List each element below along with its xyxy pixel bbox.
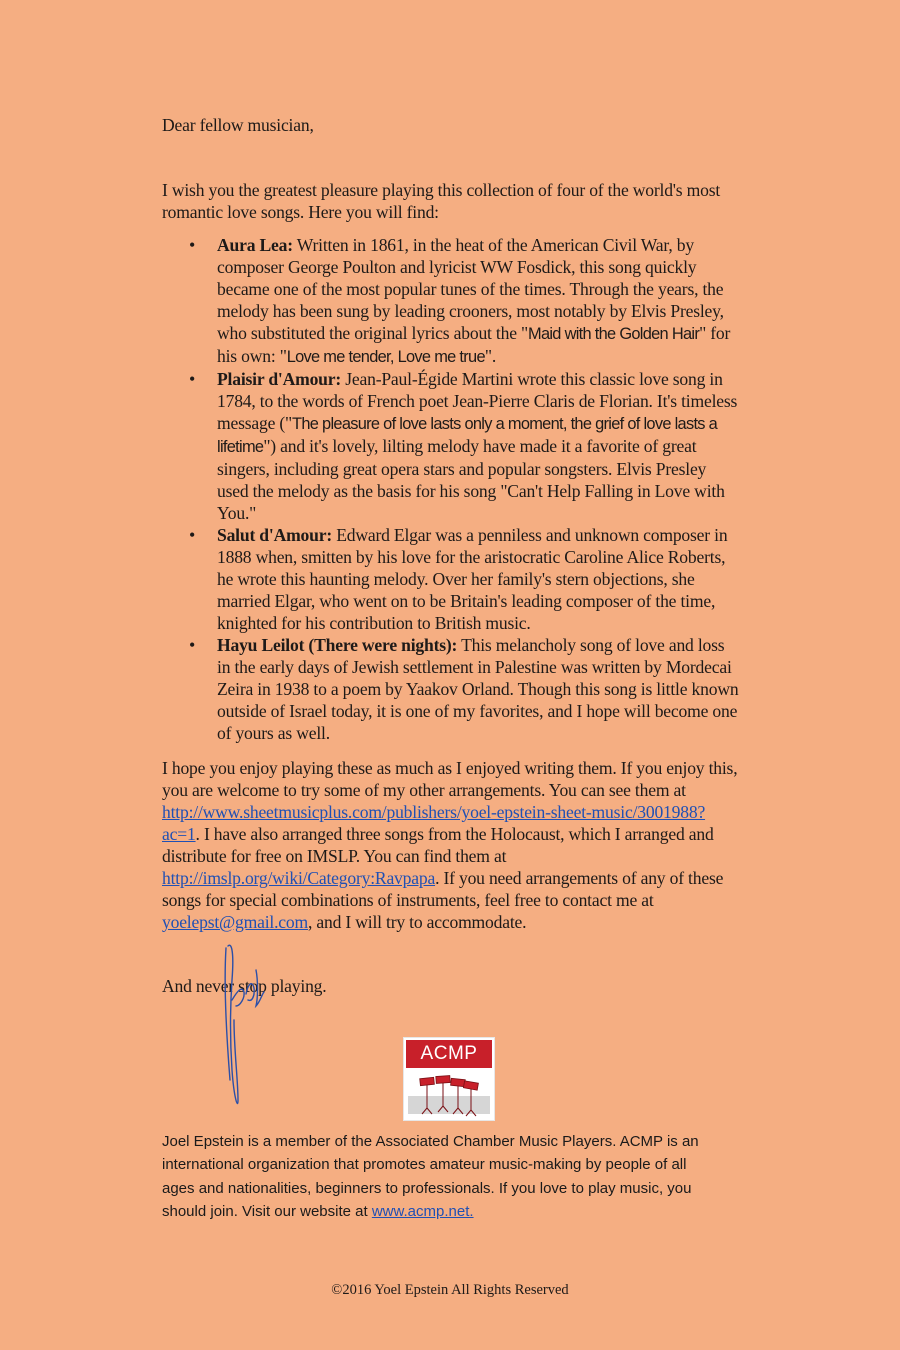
copyright-notice: ©2016 Yoel Epstein All Rights Reserved [331, 1282, 569, 1298]
song-description: ". [484, 346, 497, 366]
song-quote: The pleasure of love lasts only a moment, the grief of love lasts a lifetime [217, 415, 718, 456]
outro-text: I hope you enjoy playing these as much as I enjoyed writing them. If you enjoy this, you are welcome to try some of my other arrangements. You can see them at [162, 758, 738, 800]
song-quote: Love me tender, Love me true [286, 348, 485, 366]
outro-text: . If you need arrangements of any of these songs for special combinations of instruments, feel free to contact me at [162, 868, 724, 910]
song-description: Edward Elgar was a penniless and unknown composer in 1888 when, smitten by his love for the aristocratic Caroline Alice Roberts, he wrote this haunting melody. Over her family's stern objections, she married Elgar, who went on to be Britain's leading composer of the time, knighted for his contribution to British music. [217, 525, 728, 633]
acmp-paragraph [162, 1130, 722, 1223]
song-quote: Maid with the Golden Hair [528, 325, 700, 343]
acmp-description: Joel Epstein is a member of the Associated Chamber Music Players. ACMP is an international organization that promotes amateur music-making by people of all ages and nationalities, beginners to professionals. If you love to play music, you should join. Visit our website at [162, 1133, 699, 1220]
salutation: Dear fellow musician, [162, 115, 314, 135]
song-title: Aura Lea: [217, 235, 293, 255]
song-item-plaisir-damour [162, 368, 740, 524]
signature-image [218, 940, 278, 1112]
imslp-link[interactable]: http://imslp.org/wiki/Category:Ravpapa [162, 868, 436, 888]
song-title: Hayu Leilot (There were nights): [217, 635, 458, 655]
sheetmusicplus-link[interactable]: http://www.sheetmusicplus.com/publishers/yoel-epstein-sheet-music/3001988?ac=1 [162, 802, 706, 844]
song-title: Salut d'Amour: [217, 525, 332, 545]
email-link[interactable]: yoelepst@gmail.com [162, 912, 308, 932]
outro-paragraph [162, 757, 740, 933]
song-description: This melancholy song of love and loss in the early days of Jewish settlement in Palestine was written by Mordecai Zeira in 1938 to a poem by Yaakov Orland. Though this song is little known outside of Israel today, it is one of my favorites, and I hope will become one of yours as well. [217, 635, 739, 743]
song-item-salut-damour [162, 524, 740, 634]
song-description: Jean-Paul-Égide Martini wrote this classic love song in 1784, to the words of French poet Jean-Pierre Claris de Florian. It's timeless message (" [217, 369, 738, 433]
closing-line: And never stop playing. [162, 976, 327, 996]
outro-text: , and I will try to accommodate. [308, 912, 527, 932]
acmp-logo[interactable] [403, 1037, 495, 1121]
acmp-logo-text: ACMP [406, 1040, 492, 1068]
outro-text: . I have also arranged three songs from the Holocaust, which I arranged and distribute for free on IMSLP. You can find them at [162, 824, 714, 866]
music-stands-icon [406, 1070, 492, 1118]
acmp-website-link[interactable]: www.acmp.net. [371, 1202, 474, 1220]
song-item-hayu-leilot [162, 634, 740, 744]
song-description: Written in 1861, in the heat of the American Civil War, by composer George Poulton and lyricist WW Fosdick, this song quickly became one of the most popular tunes of the times. Through the years, the melody has been sung by leading crooners, most notably by Elvis Presley, who substituted the original lyrics about the " [217, 235, 724, 343]
song-item-aura-lea [162, 234, 740, 368]
song-list [162, 234, 740, 744]
song-description: " for his own: " [217, 323, 731, 366]
song-description: ") and it's lovely, lilting melody have made it a favorite of great singers, including great opera stars and popular songsters. Elvis Presley used the melody as the basis for his song "Can't Help Falling in Love with You." [217, 436, 725, 523]
song-title: Plaisir d'Amour: [217, 369, 342, 389]
intro-paragraph: I wish you the greatest pleasure playing this collection of four of the world's most romantic love songs. Here you will find: [162, 180, 721, 222]
